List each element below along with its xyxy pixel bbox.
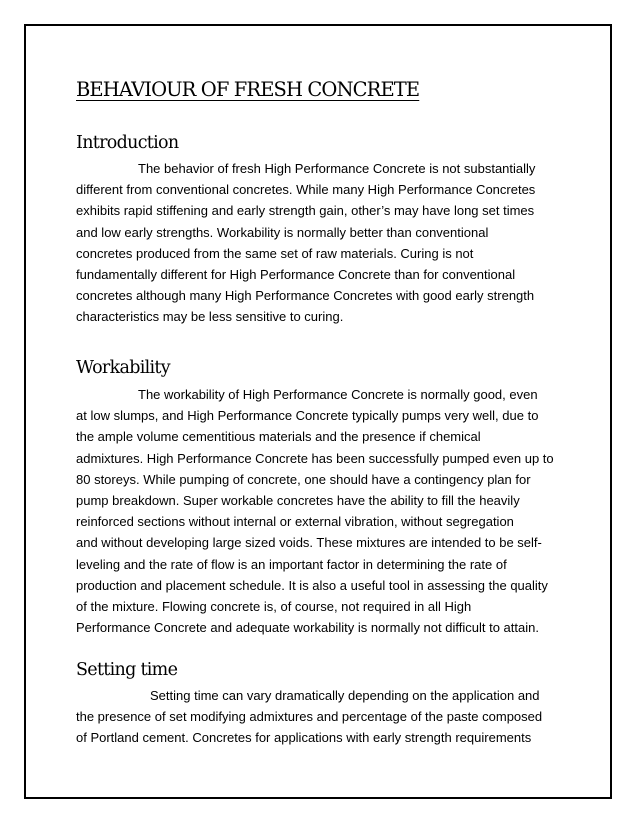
text-line: pump breakdown. Super workable concretes have the ability to fill the heavily — [76, 493, 520, 509]
text-line: characteristics may be less sensitive to curing. — [76, 309, 344, 325]
text-line: Setting time can vary dramatically depending on the application and — [150, 688, 540, 703]
text-line: concretes produced from the same set of raw materials. Curing is not — [76, 245, 474, 261]
text-line: admixtures. High Performance Concrete has been successfully pumped even up to — [76, 450, 554, 466]
paragraph-setting-time — [76, 685, 576, 749]
text-line: reinforced sections without internal or external vibration, without segregation — [76, 514, 514, 530]
text-line: fundamentally different for High Performance Concrete than for conventional — [76, 267, 516, 283]
text-line: production and placement schedule. It is also a useful tool in assessing the quality — [76, 577, 548, 593]
document-title: BEHAVIOUR OF FRESH CONCRETE — [76, 78, 420, 101]
text-line: different from conventional concretes. While many High Performance Concretes — [76, 182, 536, 198]
text-line: leveling and the rate of flow is an important factor in determining the rate of — [76, 556, 507, 572]
text-line: 80 storeys. While pumping of concrete, one should have a contingency plan for — [76, 471, 531, 487]
text-line: The behavior of fresh High Performance Concrete is not substantially — [138, 161, 536, 176]
section-heading-introduction: Introduction — [76, 133, 179, 153]
text-line: of the mixture. Flowing concrete is, of course, not required in all High — [76, 599, 472, 615]
text-line: at low slumps, and High Performance Concrete typically pumps very well, due to — [76, 408, 539, 424]
text-line: the presence of set modifying admixtures and percentage of the paste composed — [76, 709, 543, 725]
text-line: and without developing large sized voids. These mixtures are intended to be self- — [76, 535, 542, 551]
text-line: The workability of High Performance Concrete is normally good, even — [138, 387, 538, 402]
text-line: concretes although many High Performance Concretes with good early strength — [76, 288, 535, 304]
text-line: and low early strengths. Workability is normally better than conventional — [76, 224, 489, 240]
section-heading-workability: Workability — [76, 358, 170, 378]
paragraph-workability — [76, 384, 576, 638]
text-line: exhibits rapid stiffening and early strength gain, other’s may have long set times — [76, 203, 535, 219]
section-heading-setting-time: Setting time — [76, 660, 178, 680]
text-line: Performance Concrete and adequate workability is normally not difficult to attain. — [76, 620, 539, 636]
text-line: the ample volume cementitious materials and the presence if chemical — [76, 429, 481, 445]
paragraph-introduction — [76, 158, 576, 328]
text-line: of Portland cement. Concretes for applications with early strength requirements — [76, 730, 532, 746]
